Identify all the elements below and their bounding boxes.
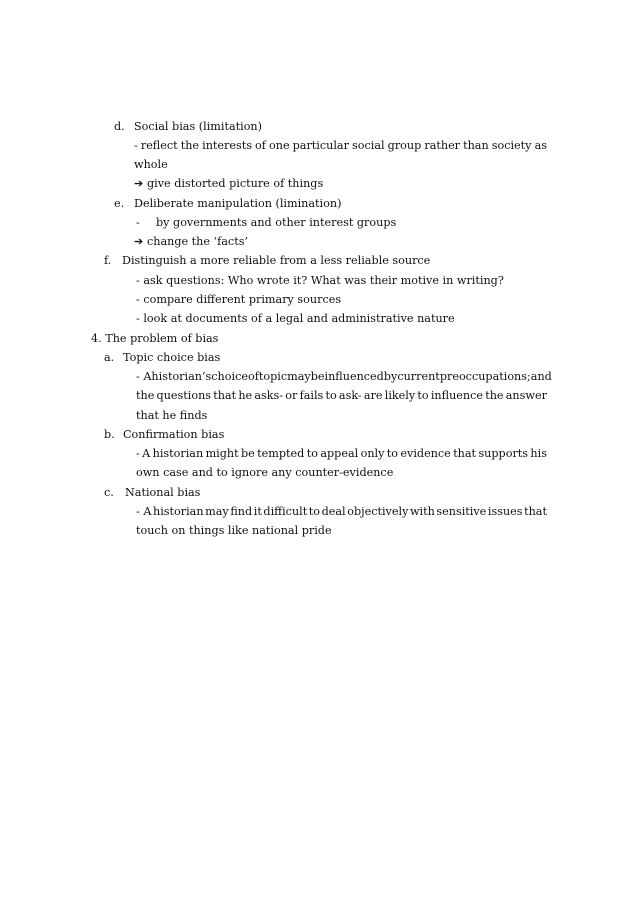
word: historian [152, 447, 204, 460]
word: group [387, 139, 422, 152]
word: A [142, 447, 151, 460]
word: to [417, 389, 429, 402]
word: of [255, 139, 266, 152]
item-d-marker: d. [114, 120, 125, 133]
section-4-heading: 4. The problem of bias [91, 332, 219, 345]
item-d-sub2: whole [134, 158, 168, 171]
word: are [363, 389, 383, 402]
item-f-heading: Distinguish a more reliable from a less reliable source [122, 254, 431, 267]
item-e-sub2-arrow: ➔ [134, 235, 144, 248]
item-d-sub3: give distorted picture of things [147, 177, 324, 190]
word: society [491, 139, 532, 152]
word: might [205, 447, 239, 460]
word: current [397, 370, 440, 383]
item-d-sub1 [134, 139, 547, 153]
item-e-sub1-dash: - [136, 216, 140, 229]
word: influenced [324, 370, 384, 383]
word: issues [487, 505, 523, 518]
item-c-sub1 [136, 505, 547, 519]
item-e-sub1: by governments and other interest groups [156, 216, 397, 229]
word: to [308, 505, 321, 518]
word: to [325, 389, 337, 402]
item-a-marker: a. [104, 351, 115, 364]
word: evidence [400, 447, 451, 460]
word: appeal [320, 447, 359, 460]
word: than [463, 139, 489, 152]
word: only [360, 447, 385, 460]
word: may [287, 370, 311, 383]
word: sensitive [436, 505, 487, 518]
item-a-sub2 [136, 389, 547, 403]
item-c-marker: c. [104, 486, 114, 499]
word: particular [292, 139, 349, 152]
item-e-sub2: change the ‘facts’ [147, 235, 248, 248]
word: and [530, 370, 552, 383]
word: by [383, 370, 398, 383]
word: his [530, 447, 547, 460]
word: may [205, 505, 229, 518]
word: to [386, 447, 399, 460]
item-a-heading: Topic choice bias [123, 351, 221, 364]
word: answer [505, 389, 547, 402]
word: asks- [254, 389, 284, 402]
word: supports [478, 447, 529, 460]
word: interests [202, 139, 252, 152]
word: historian [153, 505, 204, 518]
item-b-heading: Confirmation bias [123, 428, 225, 441]
word: difficult [263, 505, 308, 518]
item-d-heading: Social bias (limitation) [134, 120, 263, 133]
word: tempted [257, 447, 305, 460]
word: - A [136, 505, 152, 518]
word: social [352, 139, 385, 152]
word: ask- [338, 389, 362, 402]
item-c-sub2: touch on things like national pride [136, 524, 332, 537]
word: questions [156, 389, 212, 402]
word: fails [299, 389, 324, 402]
word: that [213, 389, 237, 402]
word: that [453, 447, 477, 460]
word: be [241, 447, 255, 460]
item-a-sub1 [136, 370, 552, 384]
word: - A [136, 370, 152, 383]
item-c-heading: National bias [125, 486, 201, 499]
word: - [134, 139, 138, 152]
item-f-sub2: - compare different primary sources [136, 293, 342, 306]
item-b-sub2: own case and to ignore any counter-evidence [136, 466, 394, 479]
word: preoccupations; [439, 370, 531, 383]
item-d-sub3-arrow: ➔ [134, 177, 144, 190]
word: he [238, 389, 253, 402]
word: reflect [140, 139, 178, 152]
item-b-sub1 [136, 447, 547, 461]
word: of [247, 370, 259, 383]
word: be [310, 370, 325, 383]
word: influence [430, 389, 484, 402]
item-a-sub3: that he finds [136, 409, 208, 422]
item-b-marker: b. [104, 428, 115, 441]
word: that [524, 505, 547, 518]
word: objectively [347, 505, 409, 518]
word: deal [321, 505, 346, 518]
word: find [230, 505, 253, 518]
word: with [409, 505, 435, 518]
word: the [485, 389, 504, 402]
item-f-marker: f. [104, 254, 112, 267]
word: the [136, 389, 155, 402]
word: it [253, 505, 262, 518]
word: one [269, 139, 290, 152]
word: rather [424, 139, 461, 152]
word: to [306, 447, 318, 460]
word: - [136, 447, 140, 460]
word: historian’s [151, 370, 212, 383]
word: topic [258, 370, 288, 383]
item-e-heading: Deliberate manipulation (limination) [134, 197, 342, 210]
word: the [180, 139, 200, 152]
word: choice [211, 370, 248, 383]
item-e-marker: e. [114, 197, 125, 210]
item-f-sub1: - ask questions: Who wrote it? What was their motive in writing? [136, 274, 504, 287]
word: as [534, 139, 547, 152]
item-f-sub3: - look at documents of a legal and administrative nature [136, 312, 455, 325]
word: likely [384, 389, 416, 402]
word: or [285, 389, 298, 402]
